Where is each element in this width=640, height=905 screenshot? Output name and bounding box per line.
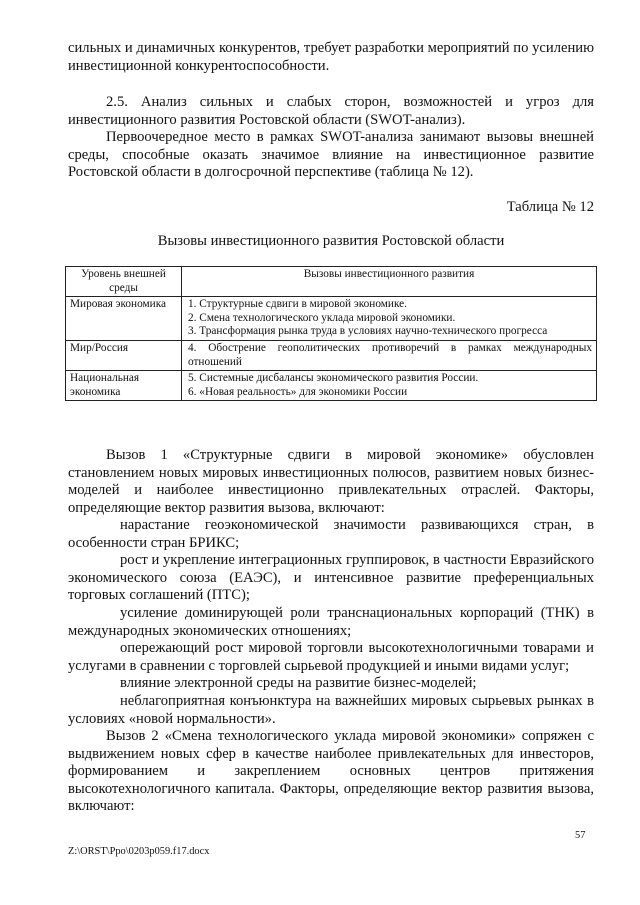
factor-paragraph: усиление доминирующей роли транснациональных корпораций (ТНК) в международных экономических отношениях; xyxy=(68,605,594,639)
challenge-1-paragraph: Вызов 1 «Структурные сдвиги в мировой экономике» обусловлен становлением новых мировых инвестиционных полюсов, развитием новых бизнес-моделей и наиболее инвестиционно привлекательных отраслей. Факторы, определяющие вектор развития вызова, включают: xyxy=(68,447,594,516)
challenge-item: 6. «Новая реальность» для экономики России xyxy=(188,385,408,398)
factor-paragraph: рост и укрепление интеграционных группировок, в частности Евразийского экономического союза (ЕАЭС), и интенсивное развитие преференциальных торговых соглашений (ПТС); xyxy=(68,552,594,604)
factor-paragraph: опережающий рост мировой торговли высокотехнологичными товарами и услугами в сравнении с торговлей сырьевой продукцией и иными видами услуг; xyxy=(68,640,594,674)
factor-paragraph: влияние электронной среды на развитие бизнес-моделей; xyxy=(120,675,477,691)
table-header-challenges: Вызовы инвестиционного развития xyxy=(182,267,597,297)
table-cell-level: Национальная экономика xyxy=(66,371,182,401)
challenge-item: 2. Смена технологического уклада мировой экономики. xyxy=(188,311,456,324)
table-row xyxy=(66,371,597,401)
challenge-item: 1. Структурные сдвиги в мировой экономике. xyxy=(188,298,408,311)
intro-paragraph: Первоочередное место в рамках SWOT-анализа занимают вызовы внешней среды, способные оказать значимое влияние на инвестиционное развитие Ростовской области в долгосрочной перспективе (таблица № 12). xyxy=(68,129,594,181)
file-path: Z:\ORST\Ppo\0203p059.f17.docx xyxy=(68,846,210,857)
factor-paragraph: неблагоприятная конъюнктура на важнейших мировых сырьевых рынках в условиях «новой нормальности». xyxy=(68,693,594,727)
page-number: 57 xyxy=(575,830,586,841)
table-cell-challenges xyxy=(182,297,597,341)
challenge-item: 3. Трансформация рынка труда в условиях научно-технического прогресса xyxy=(188,325,548,338)
challenges-table xyxy=(65,266,597,401)
table-cell-level: Мир/Россия xyxy=(66,340,182,370)
challenge-item: 4. Обострение геополитических противоречий в рамках международных отношений xyxy=(188,341,592,368)
section-heading: 2.5. Анализ сильных и слабых сторон, возможностей и угроз для инвестиционного развития Ростовской области (SWOT-анализ). xyxy=(68,94,594,128)
top-paragraph: сильных и динамичных конкурентов, требует разработки мероприятий по усилению инвестиционной конкурентоспособности. xyxy=(68,40,594,74)
table-header-level: Уровень внешней среды xyxy=(66,267,182,297)
factor-paragraph: нарастание геоэкономической значимости развивающихся стран, в особенности стран БРИКС; xyxy=(68,517,594,551)
challenge-item: 5. Системные дисбалансы экономического развития России. xyxy=(188,372,479,385)
table-cell-challenges xyxy=(182,371,597,401)
table-header-row xyxy=(66,267,597,297)
table-row xyxy=(66,297,597,341)
table-cell-challenges xyxy=(182,340,597,370)
table-row xyxy=(66,340,597,370)
challenge-2-paragraph: Вызов 2 «Смена технологического уклада мировой экономики» сопряжен с выдвижением новых сфер в качестве наиболее привлекательных для инвесторов, формированием и закреплением основных центров притяжения высокотехнологичного капитала. Факторы, определяющие вектор развития вызова, включают: xyxy=(68,728,594,815)
table-title: Вызовы инвестиционного развития Ростовской области xyxy=(157,233,505,249)
table-number: Таблица № 12 xyxy=(506,199,594,215)
table-cell-level: Мировая экономика xyxy=(66,297,182,341)
